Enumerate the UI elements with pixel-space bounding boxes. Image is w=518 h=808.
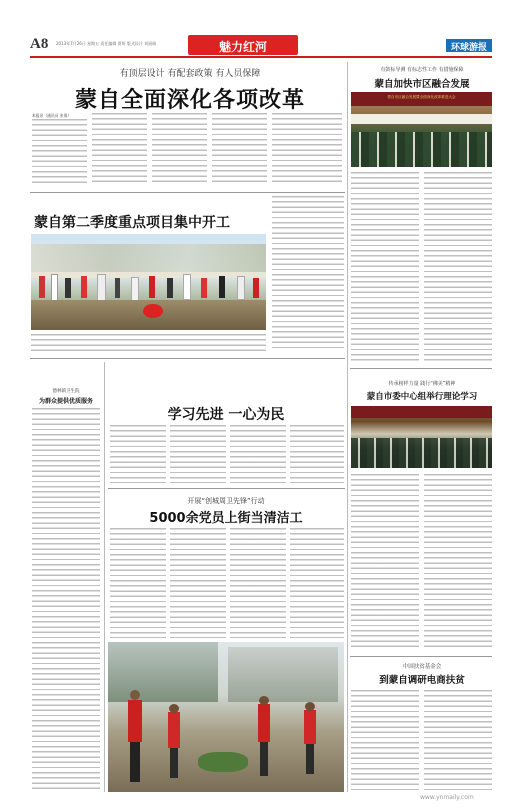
right-bottom-kicker: 中国扶贫基金会 bbox=[402, 664, 442, 670]
article2-body-right bbox=[272, 196, 344, 351]
article2-body-under bbox=[31, 334, 266, 352]
article2-headline: 蒙自第二季度重点项目集中开工 bbox=[34, 215, 230, 231]
divider bbox=[108, 488, 345, 489]
lead-body-col-5 bbox=[272, 113, 342, 183]
groundbreaking-photo bbox=[31, 234, 266, 330]
article4-body-col-2 bbox=[170, 528, 226, 638]
left-small-body bbox=[32, 408, 100, 793]
brand-name: 环球游报 bbox=[450, 43, 487, 53]
lead-body-col-4 bbox=[212, 113, 267, 183]
left-small-kicker: 德林镇卫生院 bbox=[52, 389, 80, 394]
lead-headline: 蒙自全面深化各项改革 bbox=[74, 88, 305, 113]
lead-body-col-2 bbox=[92, 113, 147, 183]
right-bottom-headline: 到蒙自调研电商扶贫 bbox=[379, 675, 465, 686]
article3-body-col-2 bbox=[170, 425, 226, 483]
article3-body-col-1 bbox=[110, 425, 166, 483]
watermark: www.ynmaily.com bbox=[420, 794, 474, 801]
right-bottom-body-col-1 bbox=[351, 690, 419, 790]
date-line: 2013年7月26日 星期五 责任编辑 贾妍 版式设计 刘丽瑞 bbox=[56, 41, 157, 46]
lead-byline: 本报讯（通讯员 张保） bbox=[32, 113, 72, 118]
left-small-headline: 为群众提供优质服务 bbox=[38, 398, 93, 405]
divider bbox=[30, 358, 345, 359]
page-number: A8 bbox=[30, 36, 49, 52]
article3-body-col-3 bbox=[230, 425, 286, 483]
right-top-headline: 蒙自加快市区融合发展 bbox=[374, 79, 470, 90]
meeting-photo-2 bbox=[351, 406, 492, 468]
lead-body-col-1 bbox=[32, 119, 87, 183]
right-mid-body-col-1 bbox=[351, 474, 419, 650]
section-title: 魅力红河 bbox=[218, 40, 267, 54]
right-mid-body-col-2 bbox=[424, 474, 492, 650]
lead-body-col-3 bbox=[152, 113, 207, 183]
article4-body-col-1 bbox=[110, 528, 166, 638]
article4-body-col-4 bbox=[290, 528, 344, 638]
right-mid-kicker: 传承榜样力量 践行“佛美”精神 bbox=[388, 381, 456, 387]
article4-headline: 5000余党员上街当清洁工 bbox=[149, 511, 303, 526]
article3-body-col-4 bbox=[290, 425, 344, 483]
header-rule bbox=[30, 56, 492, 58]
vertical-divider bbox=[347, 62, 348, 792]
article4-body-col-3 bbox=[230, 528, 286, 638]
right-top-body-col-1 bbox=[351, 172, 419, 362]
divider bbox=[350, 656, 492, 657]
divider bbox=[30, 192, 345, 193]
street-cleaning-photo bbox=[108, 642, 344, 792]
vertical-divider bbox=[104, 362, 105, 792]
right-top-body-col-2 bbox=[424, 172, 492, 362]
article4-kicker: 开展“创城周卫先锋”行动 bbox=[187, 497, 265, 505]
lead-kicker: 有顶层设计 有配套政策 有人员保障 bbox=[119, 69, 261, 79]
right-top-kicker: 有鼓标导测 有标志性工作 有措施保障 bbox=[380, 67, 464, 73]
divider bbox=[350, 368, 492, 369]
right-bottom-body-col-2 bbox=[424, 690, 492, 790]
article3-headline: 学习先进 一心为民 bbox=[167, 407, 285, 423]
header-bar bbox=[0, 34, 518, 58]
meeting-banner-text: 蒙自市区融合发展暨全面深化改革推进大会 bbox=[387, 95, 456, 99]
right-mid-headline: 蒙自市委中心组举行理论学习 bbox=[366, 392, 478, 402]
meeting-photo-1 bbox=[351, 92, 492, 167]
